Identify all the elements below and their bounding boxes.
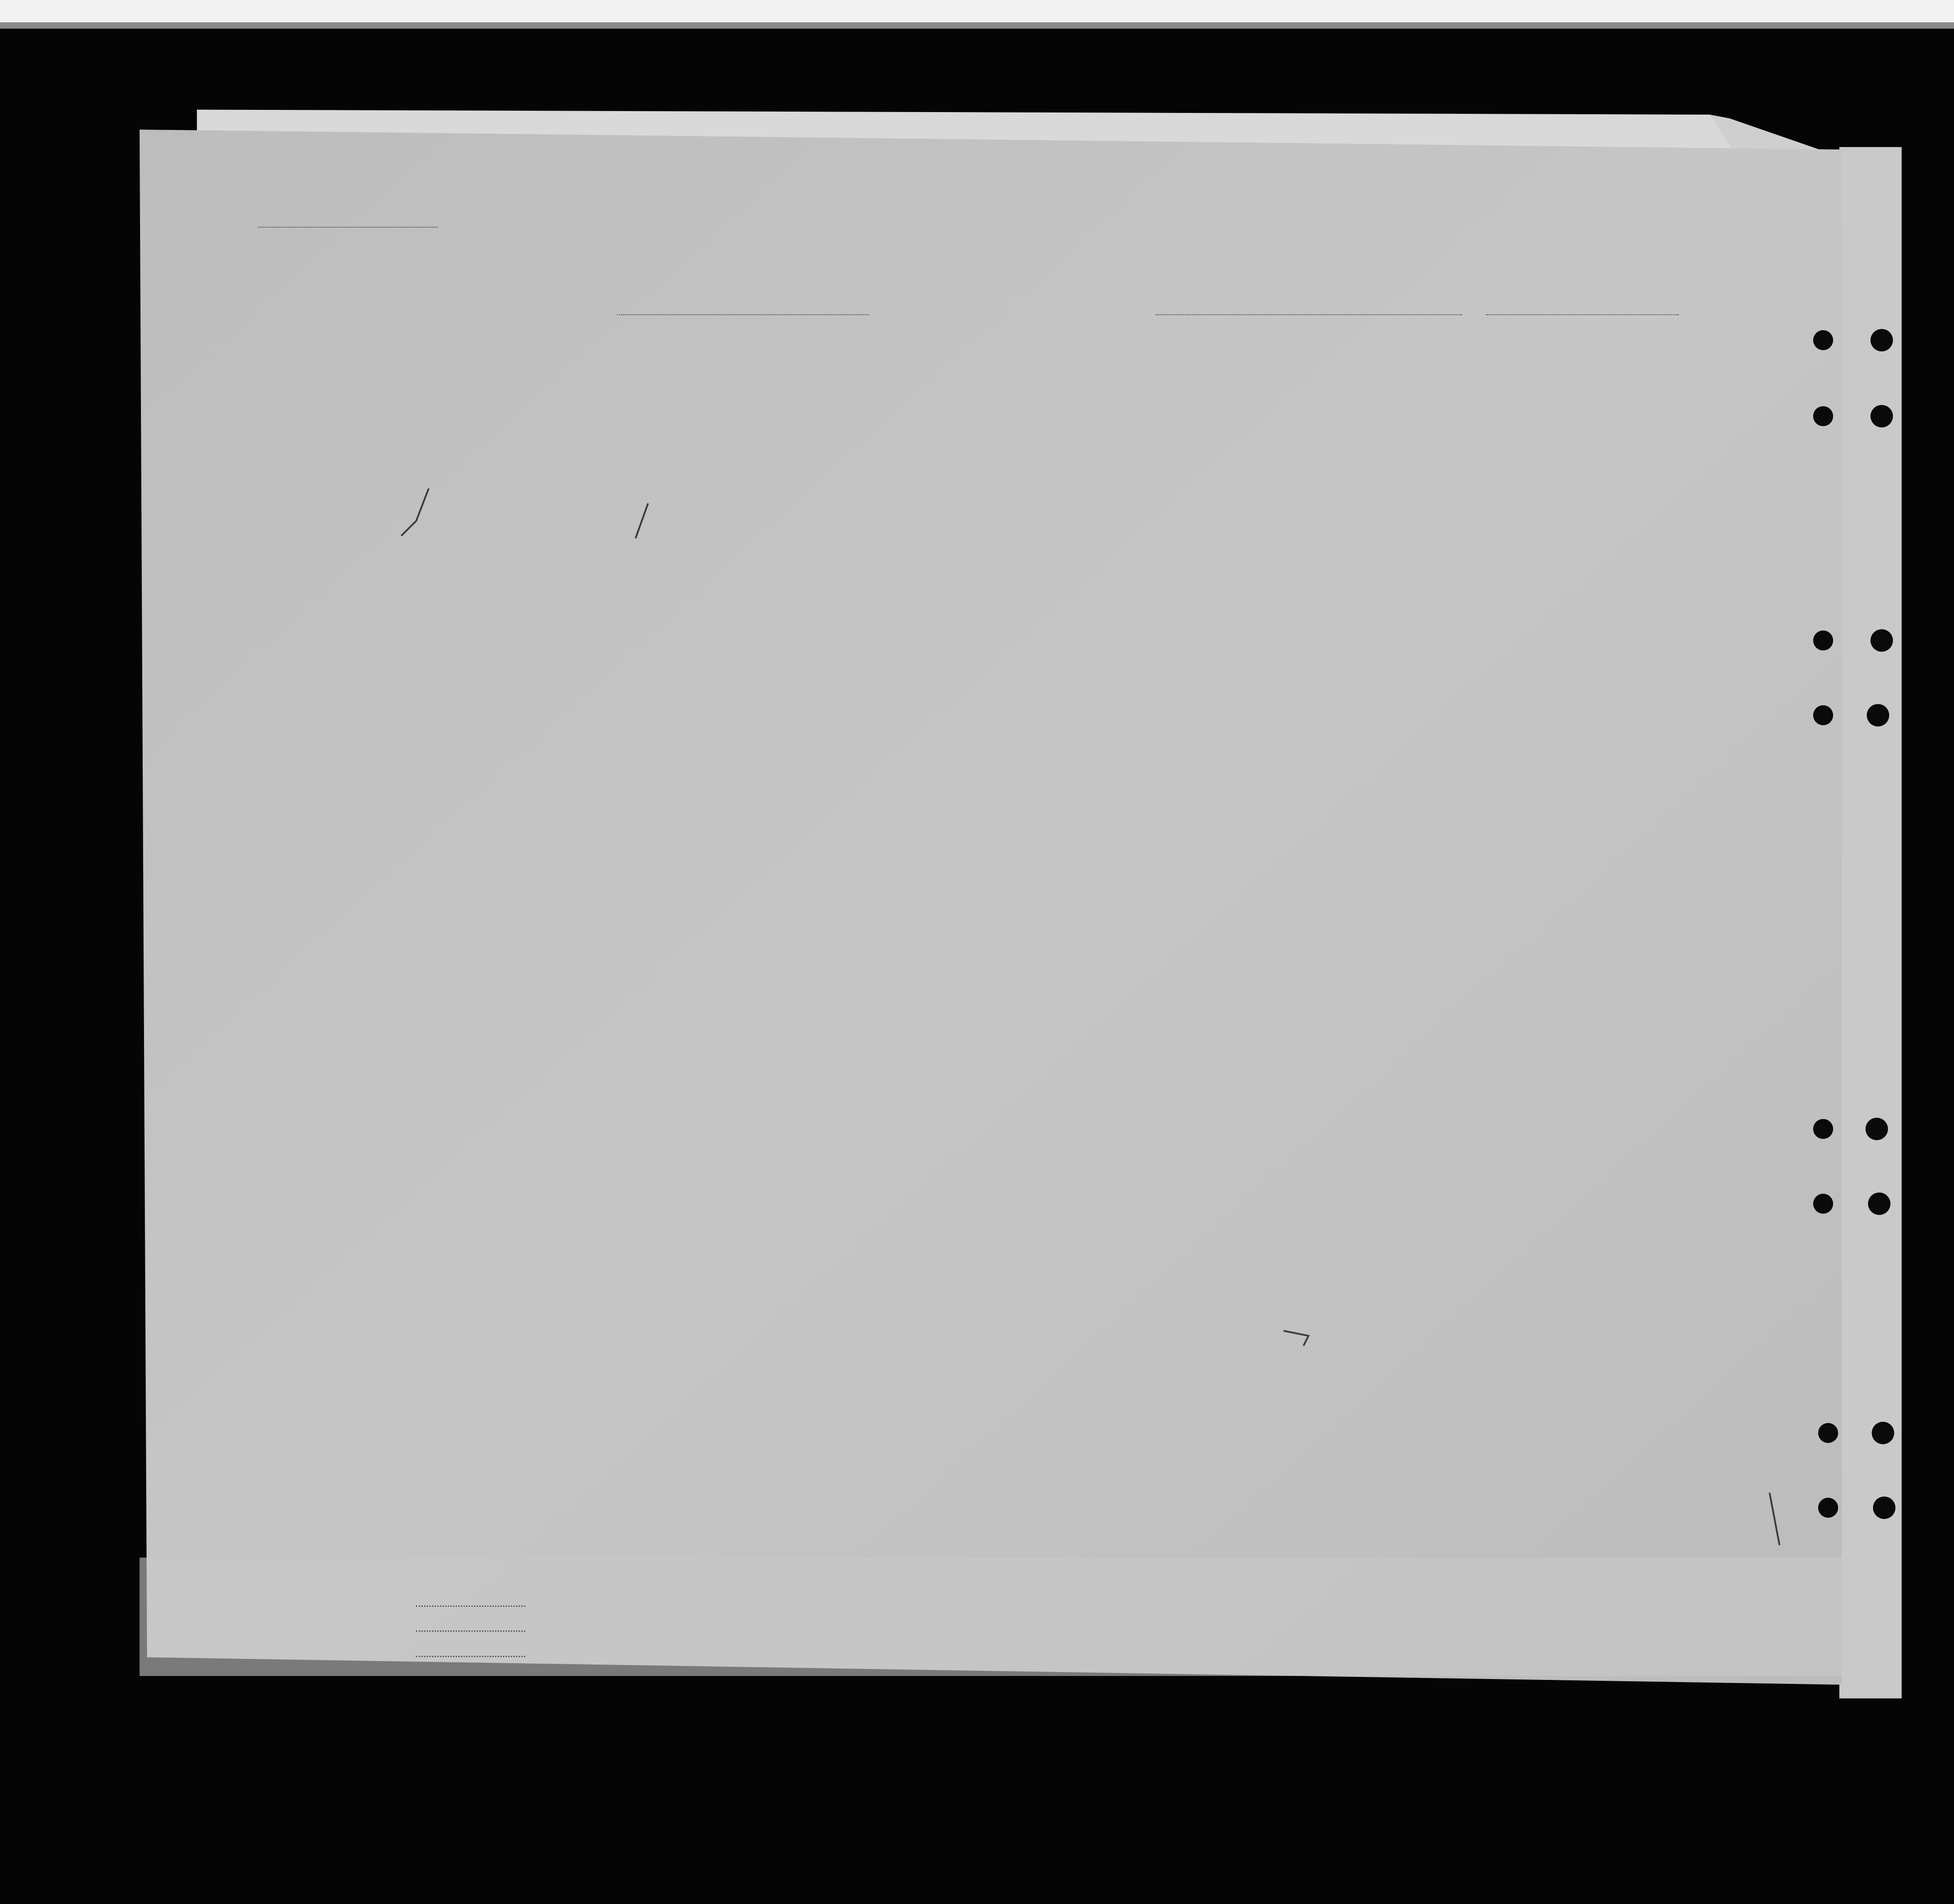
footer-citizens-line [416, 1630, 525, 1632]
backing-sheet [1839, 147, 1901, 1698]
footer-aliens-line [416, 1656, 525, 1657]
footer-total-line [416, 1605, 525, 1607]
port-line [1156, 314, 1462, 315]
list-line [258, 227, 438, 228]
date-line [1486, 314, 1679, 315]
paper-sheet [140, 130, 1842, 1685]
ship-line [617, 314, 869, 315]
